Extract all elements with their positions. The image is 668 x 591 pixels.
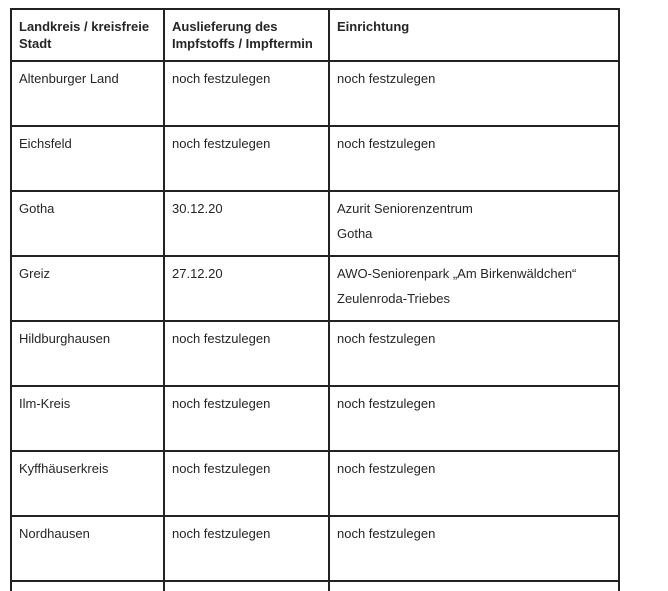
cell-text: noch festzulegen [172,331,271,346]
cell-text: Altenburger Land [19,71,119,86]
cell-auslieferung [164,191,329,256]
cell-einrichtung [329,451,619,516]
header-auslieferung: Auslieferung des Impfstoffs / Impftermin [164,9,329,61]
cell-text: noch festzulegen [172,136,271,151]
cell-landkreis [11,321,164,386]
cell-auslieferung [164,256,329,321]
table-row-partial [11,581,619,591]
cell-text: Ilm-Kreis [19,396,71,411]
cell-auslieferung [164,386,329,451]
cell-einrichtung [329,61,619,126]
cell-auslieferung [164,581,329,591]
cell-text: Zeulenroda-Triebes [337,291,450,306]
cell-auslieferung [164,516,329,581]
cell-auslieferung [164,451,329,516]
cell-auslieferung [164,61,329,126]
cell-landkreis [11,451,164,516]
cell-text: AWO-Seniorenpark „Am Birkenwäldchen“ [337,266,577,281]
cell-text: Hildburghausen [19,331,111,346]
table-header [11,9,619,61]
cell-text: noch festzulegen [337,71,436,86]
cell-text: noch festzulegen [337,526,436,541]
cell-auslieferung [164,126,329,191]
cell-text: Greiz [19,266,51,281]
cell-text: 27.12.20 [172,266,223,281]
cell-einrichtung [329,256,619,321]
table-row [11,386,619,451]
cell-einrichtung [329,321,619,386]
cell-text: 30.12.20 [172,201,223,216]
header-einrichtung: Einrichtung [329,9,619,61]
cell-landkreis [11,516,164,581]
cell-landkreis [11,61,164,126]
cell-einrichtung [329,191,619,256]
header-row [11,9,619,61]
cell-text: Azurit Seniorenzentrum [337,201,473,216]
cell-text: noch festzulegen [337,136,436,151]
cell-text: noch festzulegen [172,71,271,86]
cell-landkreis [11,256,164,321]
header-landkreis: Landkreis / kreisfreie Stadt [11,9,164,61]
table-row [11,451,619,516]
cell-einrichtung [329,386,619,451]
cell-text: noch festzulegen [172,461,271,476]
cell-einrichtung [329,516,619,581]
cell-text: Kyffhäuserkreis [19,461,109,476]
table-row [11,61,619,126]
cell-einrichtung [329,126,619,191]
impf-delivery-table [10,8,620,591]
cell-text: noch festzulegen [337,461,436,476]
table-row [11,256,619,321]
cell-landkreis [11,386,164,451]
table-row [11,516,619,581]
cell-landkreis [11,191,164,256]
cell-landkreis [11,126,164,191]
table-row [11,126,619,191]
cell-text: Eichsfeld [19,136,72,151]
cell-auslieferung [164,321,329,386]
table-body [11,61,619,591]
cell-text: Gotha [19,201,55,216]
cell-text: noch festzulegen [337,331,436,346]
cell-landkreis [11,581,164,591]
cell-text: Nordhausen [19,526,90,541]
cell-text: noch festzulegen [172,526,271,541]
cell-text: noch festzulegen [337,396,436,411]
cell-einrichtung [329,581,619,591]
table-row [11,321,619,386]
cell-text: Gotha [337,226,373,241]
cell-text: noch festzulegen [172,396,271,411]
table-row [11,191,619,256]
